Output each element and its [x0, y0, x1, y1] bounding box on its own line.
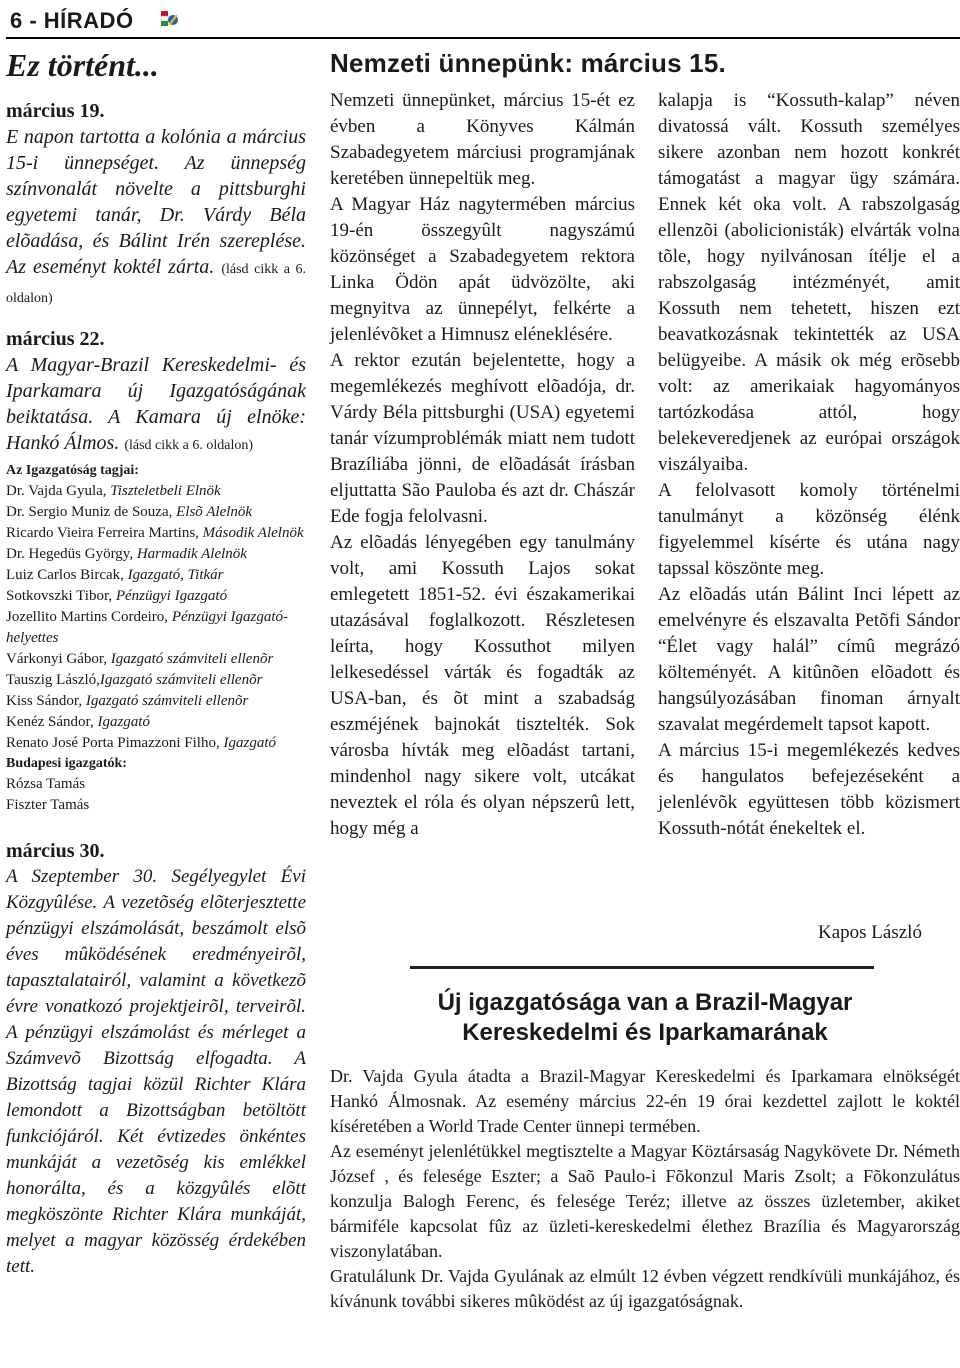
entry-text: E napon tartotta a kolónia a március 15-i ünnepséget. Az ünnepség színvonalát növelte a pittsburghi egyetemi tanár, Dr. Várdy Béla elõadása, és Bálint Irén szereplése. Az eseményt koktél zárta. (lásd cikk a 6. oldalon) — [6, 126, 307, 306]
list-item: Dr. Vajda Gyula, Tiszteletbeli Elnök — [6, 483, 221, 499]
list-item: Renato José Porta Pimazzoni Filho, Igazgató — [6, 735, 276, 751]
list-item: Ricardo Vieira Ferreira Martins, Második Alelnök — [6, 525, 304, 541]
list-item: Tauszig László,Igazgató számviteli ellenõr — [6, 672, 263, 688]
entry-date: március 22. — [6, 328, 105, 350]
paragraph: kalapja is “Kossuth-kalap” néven divatossá vált. Kossuth személyes sikere azonban nem hozott konkrét támogatást a magyar ügy számára. Ennek két oka volt. A rabszolgaság ellenzõi (abolicionisták) elvárták volna tõle, hogy nyilvánosan ítélje el a rabszolgaság intézményét, amit Kossuth nem tehetett, hiszen ezt beavatkozásnak tekintették az USA belügyeibe. A másik ok még erõsebb volt: az amerikaiak hagyományos tartózkodása attól, hogy belekeveredjenek az európai országok viszályaiba. — [658, 90, 960, 475]
list-item: Rózsa Tamás — [6, 776, 86, 792]
article-column-2 — [658, 88, 960, 842]
list-item: Kenéz Sándor, Igazgató — [6, 714, 150, 730]
list-item: Várkonyi Gábor, Igazgató számviteli ellenõr — [6, 651, 274, 667]
article-2-title-line-2: Kereskedelmi és Iparkamarának — [462, 1019, 828, 1046]
list-item: Fiszter Tamás — [6, 797, 90, 813]
paragraph: A március 15-i megemlékezés kedves és hangulatos befejezéseként a jelenlévõk együttesen több közismert Kossuth-nótát énekeltek el. — [658, 740, 960, 839]
list-item: Dr. Sergio Muniz de Souza, Elsõ Alelnök — [6, 504, 253, 520]
directors-heading: Az Igazgatóság tagjai: — [6, 463, 139, 478]
budapest-heading: Budapesi igazgatók: — [6, 756, 127, 771]
entry-2 — [6, 326, 306, 459]
article-column-1 — [330, 88, 635, 842]
column-title: Ez történt... — [6, 47, 159, 83]
left-column — [6, 48, 306, 1280]
paragraph: Az elõadás után Bálint Inci lépett az emelvényre és elszavalta Petõfi Sándor “Élet vagy halál” címû megrázó költeményét. A kitûnõen elõadott és hangsúlyozásában finoman árnyalt szavalat megérdemelt tapsot kapott. — [658, 584, 960, 735]
entry-text: A Magyar-Brazil Kereskedelmi- és Iparkamara új Igazgatóságának beiktatása. A Kamara új elnöke: Hankó Álmos. (lásd cikk a 6. oldalon) — [6, 354, 306, 454]
entry-note: (lásd cikk a 6. oldalon) — [124, 438, 254, 453]
page-header — [6, 4, 960, 40]
article-2-title-line-1: Új igazgatósága van a Brazil-Magyar — [437, 989, 853, 1016]
entry-date: március 19. — [6, 100, 105, 122]
list-item: Jozellito Martins Cordeiro, Pénzügyi Igazgató-helyettes — [6, 609, 289, 646]
paragraph: A Magyar Ház nagytermében március 19-én összegyûlt nagyszámú közönséget a Szabadegyetem rektora Linka Ödön apát üdvözölte, aki megnyitva az ünnepélyt, felkérte a jelenlévõket a Himnusz eléneklésére. — [330, 194, 635, 345]
article-2-body — [330, 1064, 960, 1314]
list-item: Luiz Carlos Bircak, Igazgató, Titkár — [6, 567, 224, 583]
entry-date: március 30. — [6, 840, 105, 862]
paragraph: Nemzeti ünnepünket, március 15-ét ez évben a Könyves Kálmán Szabadegyetem márciusi programjának keretében ünnepeltük meg. — [330, 90, 635, 189]
entry-3 — [6, 838, 306, 1280]
flag-icon — [158, 9, 180, 31]
article-title: Nemzeti ünnepünk: március 15. — [330, 48, 726, 78]
paragraph: Az elõadás lényegében egy tanulmány volt, ami Kossuth Lajos sokat emlegetett 1851-52. évi északamerikai utazásával foglalkozott. Részletesen leírta, hogy Kossuthot milyen lelkesedéssel várták és fogadták az USA-ban, és õt mint a szabadság eszméjének bajnokát tisztelték. Sok városba hívták meg elõadást tartani, mindenhol nagy sikere volt, utcákat neveztek el róla és olyan népszerû lett, hogy még a — [330, 532, 635, 839]
entry-1 — [6, 98, 306, 312]
paragraph: Dr. Vajda Gyula átadta a Brazil-Magyar Kereskedelmi és Iparkamara elnökségét Hankó Álmosnak. Az esemény március 22-én 19 órai kezdettel zajlott le koktél kíséretében a World Trade Center ünnepi termében. — [330, 1066, 960, 1136]
list-item: Kiss Sándor, Igazgató számviteli ellenõr — [6, 693, 249, 709]
list-item: Dr. Hegedüs György, Harmadik Alelnök — [6, 546, 247, 562]
byline: Kapos László — [818, 922, 922, 943]
page-number-label: 6 - HÍRADÓ — [10, 8, 134, 33]
section-divider — [410, 966, 874, 969]
paragraph: A rektor ezután bejelentette, hogy a megemlékezés meghívott elõadója, dr. Várdy Béla pittsburghi (USA) egyetemi tanár vízumproblémák miatt nem tudott Brazíliába jönni, de elõadását írásban eljuttatta São Pauloba és azt dr. Chászár Ede fogja felolvasni. — [330, 350, 635, 527]
header-rule — [6, 37, 960, 39]
entry-text: A Szeptember 30. Segélyegylet Évi Közgyûlése. A vezetõség elõterjesztette pénzügyi elszámolását, beszámolt elsõ éves mûködésének eredményeirõl, tapasztalatairól, valamint a következõ évre vonatkozó projektjeirõl, terveirõl. A pénzügyi elszámolást és mérleget a Számvevõ Bizottság elfogadta. A Bizottság tagjai közül Richter Klára lemondott a Bizottságban betöltött funkciójáról. Két évtizedes önkéntes munkáját a vezetõség kis emlékkel honorálta, és a közgyûlés elõtt megköszönte Richter Klára munkáját, melyet a magyar közösség érdekében tett. — [6, 866, 306, 1277]
paragraph: A felolvasott komoly történelmi tanulmányt a közönség élénk figyelemmel kísérte és utána nagy tapssal köszönte meg. — [658, 480, 960, 579]
directors-list — [6, 461, 306, 816]
article-2 — [330, 988, 960, 1314]
paragraph: Az eseményt jelenlétükkel megtisztelte a Magyar Köztársaság Nagykövete Dr. Németh József , és felesége Eszter; a Saõ Paulo-i Fõkonzul Maris Zsolt; a Fõkonzulátus konzulja Balogh Ferenc, és felesége Teréz; illetve az összes üzletember, akiket bármiféle kapcsolat fûz az üzleti-kereskedelmi élethez Brazília és Magyarország viszonylatában. — [330, 1141, 960, 1261]
article-header — [330, 48, 960, 78]
paragraph: Gratulálunk Dr. Vajda Gyulának az elmúlt 12 évben végzett rendkívüli munkájához, és kívánunk további sikeres mûködést az új igazgatóságnak. — [330, 1266, 960, 1311]
entry-note: (lásd cikk a 6. oldalon) — [6, 262, 307, 306]
list-item: Sotkovszki Tibor, Pénzügyi Igazgató — [6, 588, 228, 604]
